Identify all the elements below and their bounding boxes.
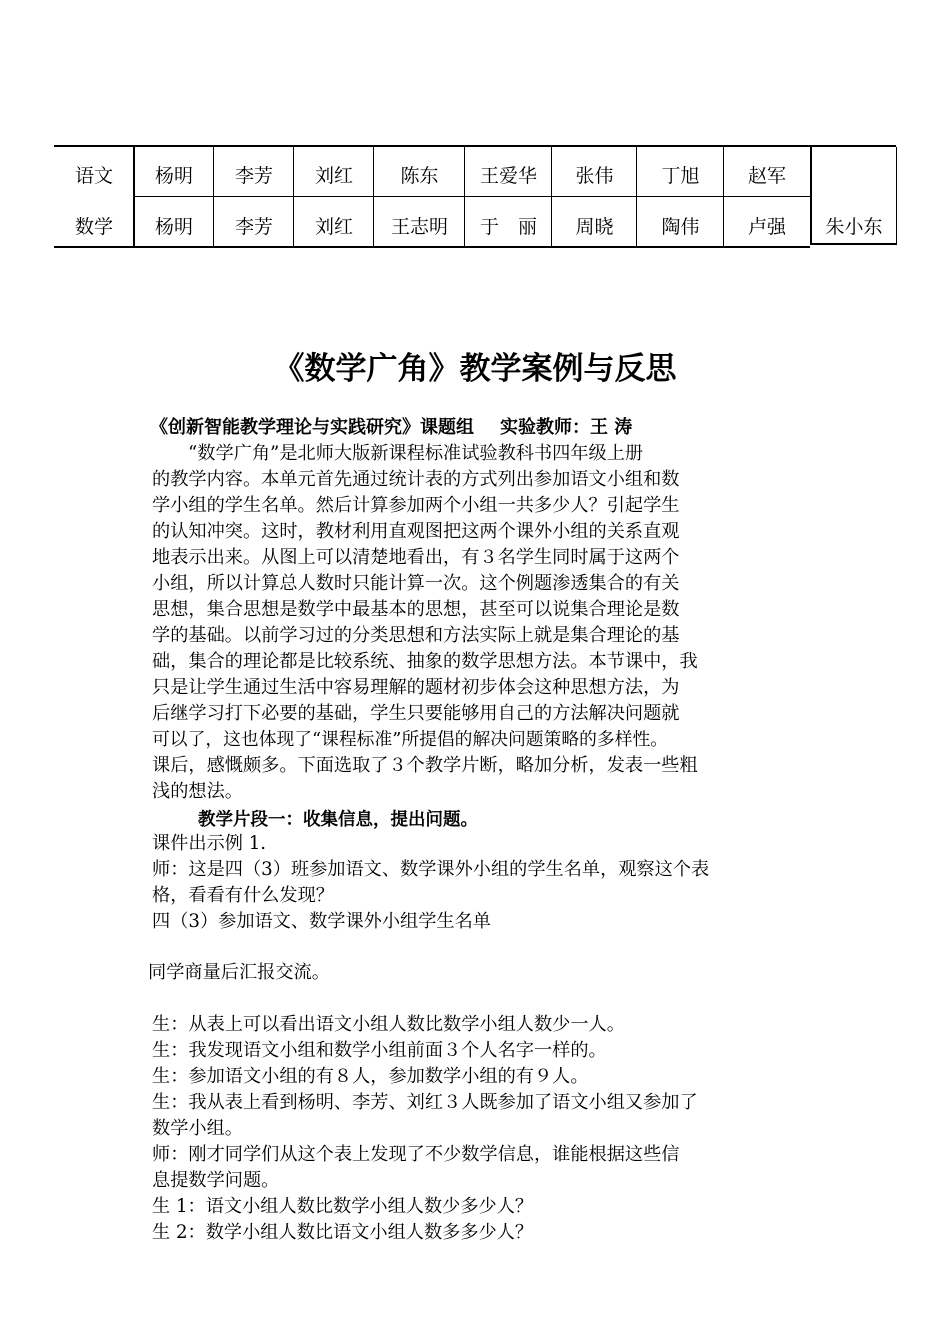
text-line: 浅的想法。 bbox=[152, 781, 243, 802]
text-line: 地表示出来。从图上可以清楚地看出，有３名学生同时属于这两个 bbox=[152, 547, 680, 568]
student-name: 李芳 bbox=[234, 165, 273, 187]
dialogue-line: 生：从表上可以看出语文小组人数比数学小组人数少一人。 bbox=[152, 1014, 625, 1035]
text-line: 只是让学生通过生活中容易理解的题材初步体会这种思想方法，为 bbox=[152, 677, 680, 698]
student-name: 杨明 bbox=[154, 165, 193, 187]
text-line: 学小组的学生名单。然后计算参加两个小组一共多少人？引起学生 bbox=[152, 495, 680, 516]
text-line: 课后，感慨颇多。下面选取了３个教学片断，略加分析，发表一些粗 bbox=[152, 755, 698, 776]
dialogue-line: 数学小组。 bbox=[152, 1118, 243, 1139]
text-line: 课件出示例 1. bbox=[152, 833, 267, 854]
table-bottom-border bbox=[54, 246, 810, 248]
student-name: 朱小东 bbox=[825, 216, 883, 238]
text-line: 思想，集合思想是数学中最基本的思想，甚至可以说集合理论是数 bbox=[152, 599, 680, 620]
text-line: 础，集合的理论都是比较系统、抽象的数学思想方法。本节课中，我 bbox=[152, 651, 698, 672]
student-name: 刘红 bbox=[314, 216, 353, 238]
student-name: 王爱华 bbox=[479, 165, 537, 187]
dialogue-line: 生 1：语文小组人数比数学小组人数少多少人？ bbox=[152, 1196, 534, 1217]
text-line: 可以了，这也体现了“课程标准”所提倡的解决问题策略的多样性。 bbox=[152, 729, 669, 750]
student-name: 王志明 bbox=[390, 216, 448, 238]
student-name: 赵军 bbox=[747, 165, 786, 187]
subject-label: 数学 bbox=[74, 216, 113, 238]
text-line: 的教学内容。本单元首先通过统计表的方式列出参加语文小组和数 bbox=[152, 469, 680, 490]
text-line: 学的基础。以前学习过的分类思想和方法实际上就是集合理论的基 bbox=[152, 625, 680, 646]
text-line: 四（3）参加语文、数学课外小组学生名单 bbox=[152, 911, 491, 932]
text-line: 的认知冲突。这时，教材利用直观图把这两个课外小组的关系直观 bbox=[152, 521, 680, 542]
dialogue-line: 息提数学问题。 bbox=[152, 1170, 280, 1191]
teacher-name: 实验教师：王 涛 bbox=[500, 417, 633, 438]
student-name: 丁旭 bbox=[661, 165, 700, 187]
student-name: 刘红 bbox=[314, 165, 353, 187]
page-title: 《数学广角》教学案例与反思 bbox=[273, 351, 677, 387]
student-name: 卢强 bbox=[747, 216, 786, 238]
student-name: 陈东 bbox=[400, 165, 439, 187]
dialogue-line: 生：我从表上看到杨明、李芳、刘红３人既参加了语文小组又参加了 bbox=[152, 1092, 698, 1113]
text-line: 格，看看有什么发现？ bbox=[152, 885, 334, 906]
text-line: “数学广角”是北师大版新课程标准试验教科书四年级上册 bbox=[188, 443, 644, 464]
dialogue-line: 生 2：数学小组人数比语文小组人数多多少人？ bbox=[152, 1222, 534, 1243]
segment-heading: 教学片段一：收集信息，提出问题。 bbox=[198, 810, 478, 830]
discussion-line: 同学商量后汇报交流。 bbox=[148, 962, 330, 983]
table-row-divider bbox=[135, 196, 810, 197]
student-name: 陶伟 bbox=[661, 216, 700, 238]
dialogue-line: 生：参加语文小组的有８人，参加数学小组的有９人。 bbox=[152, 1066, 589, 1087]
student-name: 李芳 bbox=[234, 216, 273, 238]
roster-table bbox=[54, 145, 896, 248]
research-group: 《创新智能教学理论与实践研究》课题组 bbox=[150, 417, 474, 438]
student-name: 杨明 bbox=[154, 216, 193, 238]
text-line: 师：这是四（3）班参加语文、数学课外小组的学生名单，观察这个表 bbox=[152, 859, 710, 880]
dialogue-line: 生：我发现语文小组和数学小组前面３个人名字一样的。 bbox=[152, 1040, 607, 1061]
student-name: 周晓 bbox=[575, 216, 614, 238]
student-name: 张伟 bbox=[575, 165, 614, 187]
table-top-border bbox=[54, 145, 896, 147]
byline bbox=[150, 415, 632, 441]
dialogue-line: 师：刚才同学们从这个表上发现了不少数学信息，谁能根据这些信 bbox=[152, 1144, 680, 1165]
text-line: 小组，所以计算总人数时只能计算一次。这个例题渗透集合的有关 bbox=[152, 573, 680, 594]
text-line: 后继学习打下必要的基础，学生只要能够用自己的方法解决问题就 bbox=[152, 703, 680, 724]
student-name: 于 丽 bbox=[479, 216, 537, 238]
subject-label: 语文 bbox=[74, 165, 113, 187]
